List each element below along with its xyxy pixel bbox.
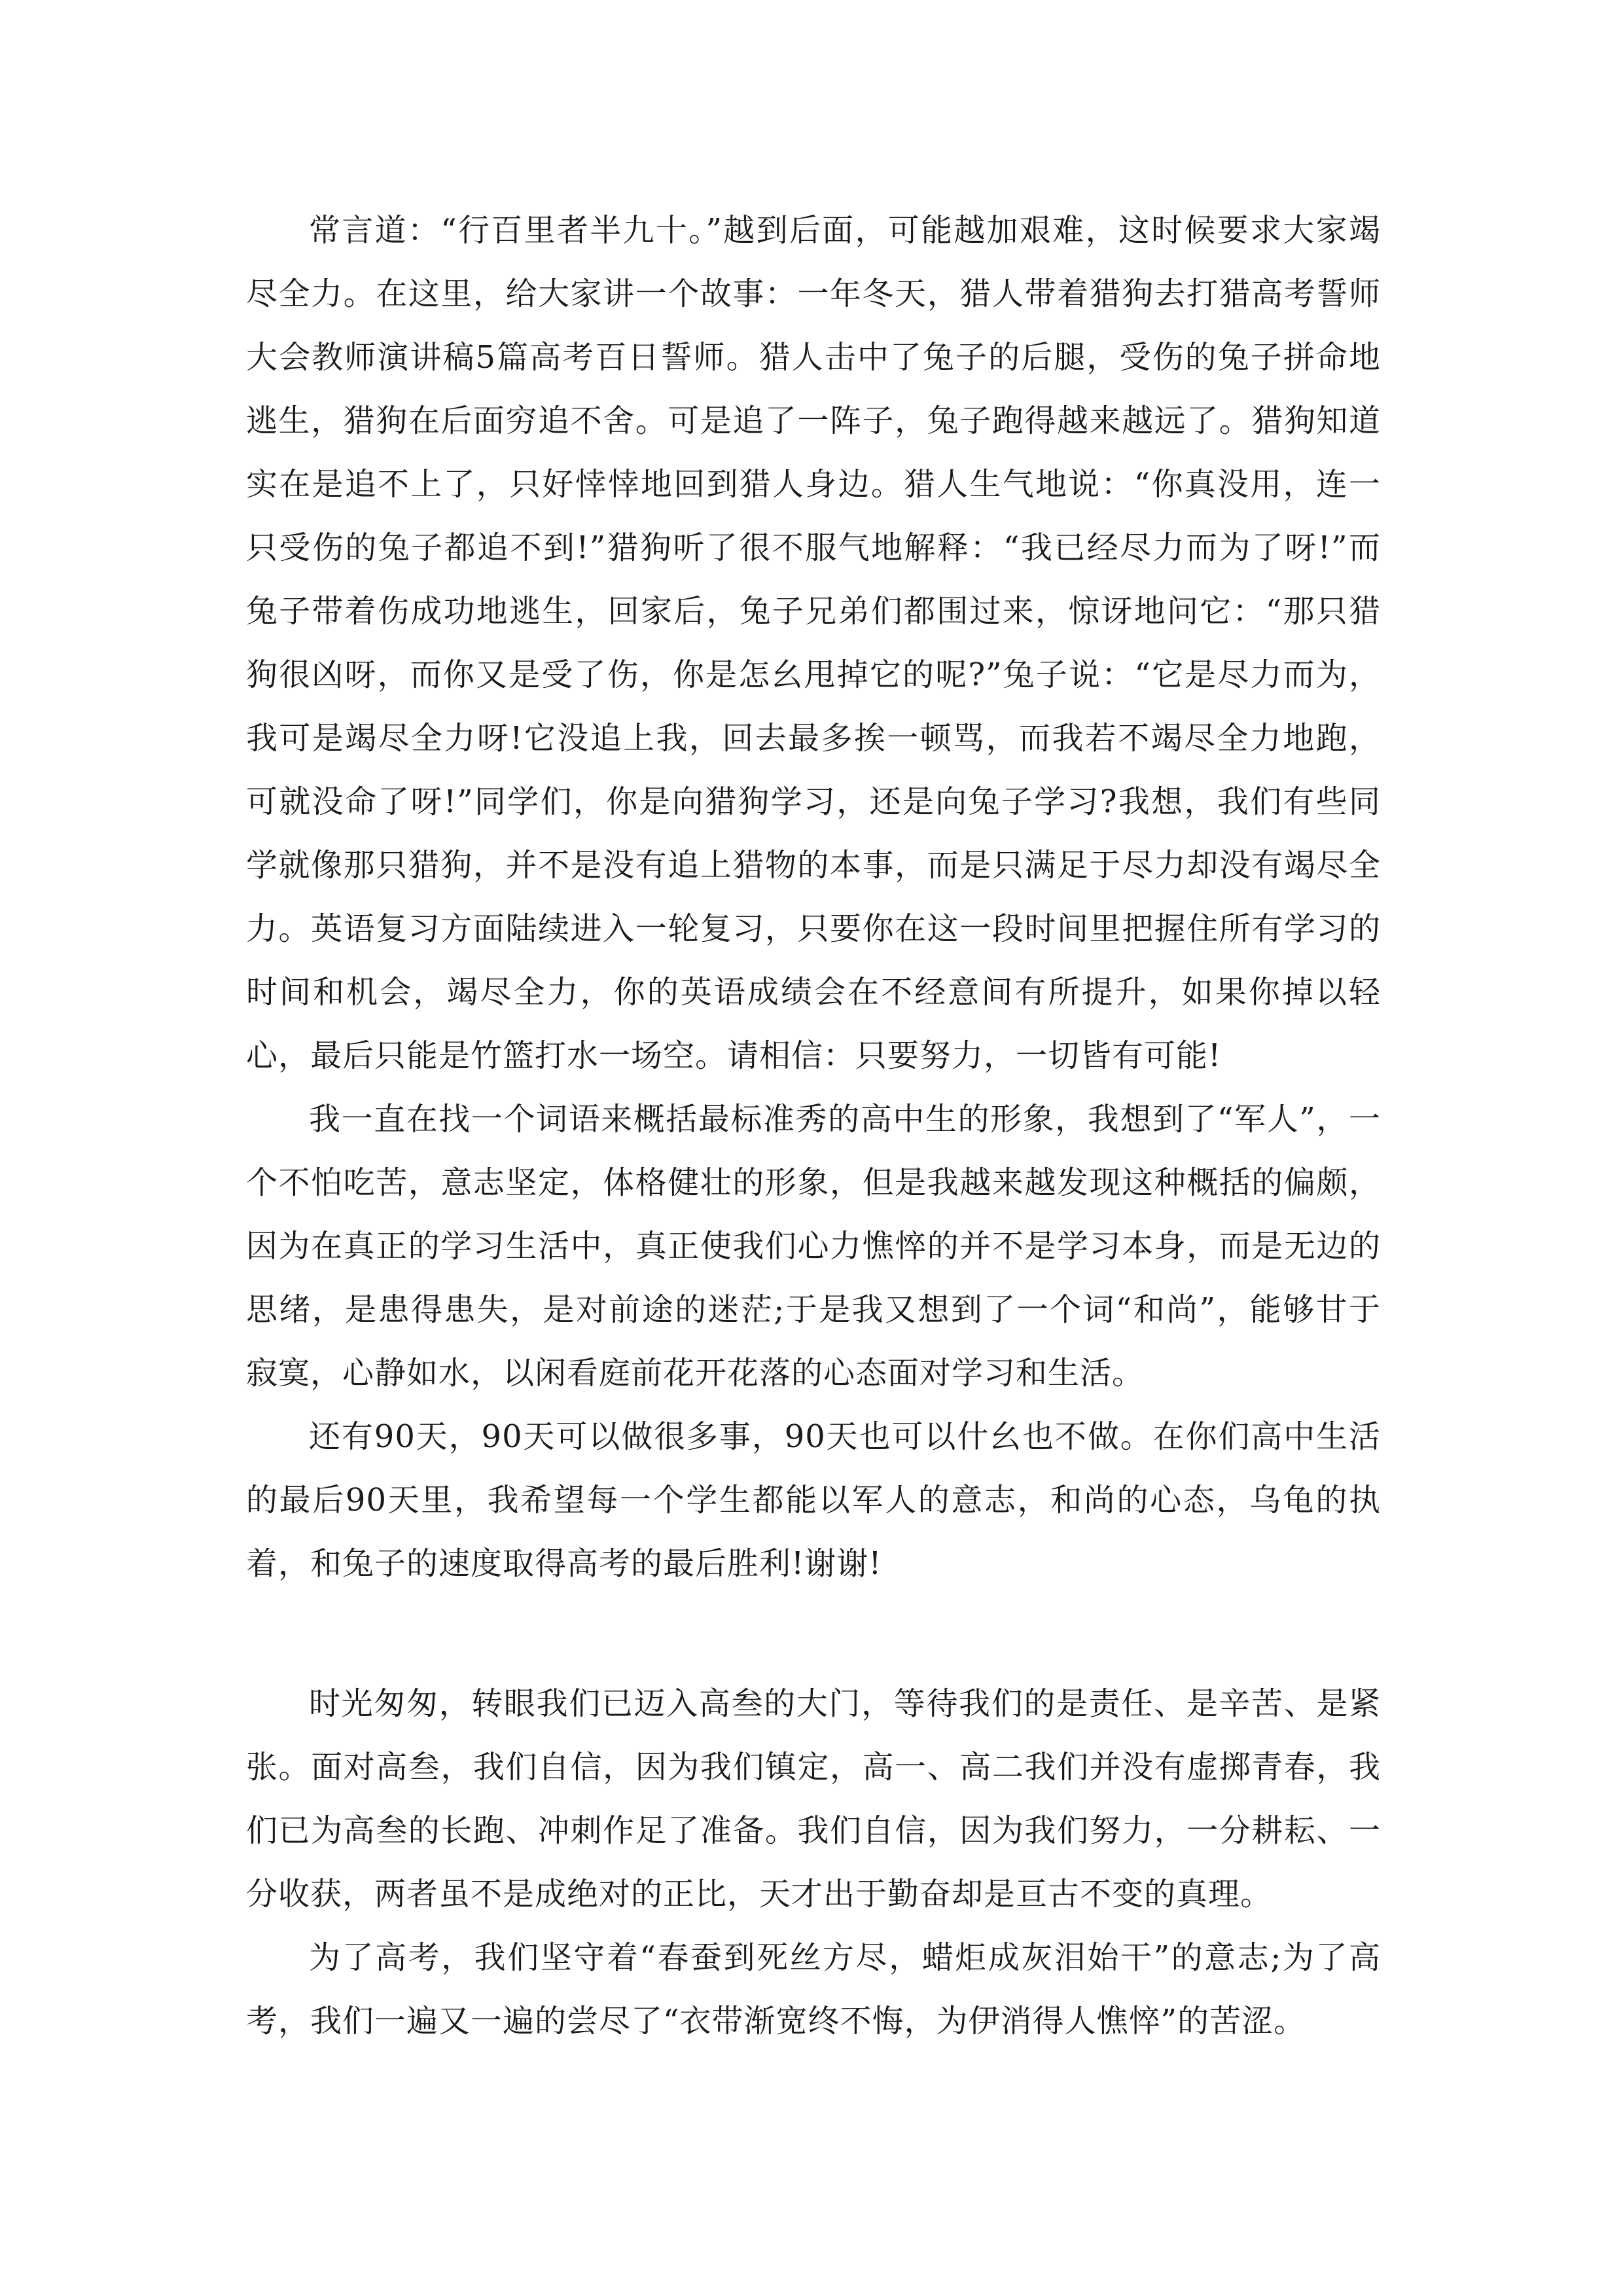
paragraph-senior-year: 时光匆匆，转眼我们已迈入高叁的大门，等待我们的是责任、是辛苦、是紧张。面对高叁，我们自信，因为我们镇定，高一、高二我们并没有虚掷青春，我们已为高叁的长跑、冲刺作足了准备。我们自信，因为我们努力，一分耕耘、一分收获，两者虽不是成绝对的正比，天才出于勤奋却是亘古不变的真理。 [246, 1685, 1381, 1912]
paragraph-for-gaokao: 为了高考，我们坚守着“春蚕到死丝方尽，蜡炬成灰泪始干”的意志;为了高考，我们一遍又一遍的尝尽了“衣带渐宽终不悔，为伊消得人憔悴”的苦涩。 [246, 1939, 1381, 2039]
paragraph-ninety-days: 还有90天，90天可以做很多事，90天也可以什幺也不做。在你们高中生活的最后90天里，我希望每一个学生都能以军人的意志，和尚的心态，乌龟的执着，和兔子的速度取得高考的最后胜利!谢谢! [246, 1418, 1381, 1582]
speech-section-2 [246, 1672, 1381, 2053]
speech-section-1 [246, 199, 1381, 1596]
paragraph-hunting-story: 常言道：“行百里者半九十。”越到后面，可能越加艰难，这时候要求大家竭尽全力。在这里，给大家讲一个故事：一年冬天，猎人带着猎狗去打猎高考誓师大会教师演讲稿5篇高考百日誓师。猎人击中了兔子的后腿，受伤的兔子拼命地逃生，猎狗在后面穷追不舍。可是追了一阵子，兔子跑得越来越远了。猎狗知道实在是追不上了，只好悻悻地回到猎人身边。猎人生气地说：“你真没用，连一只受伤的兔子都追不到!”猎狗听了很不服气地解释：“我已经尽力而为了呀!”而兔子带着伤成功地逃生，回家后，兔子兄弟们都围过来，惊讶地问它：“那只猎狗很凶呀，而你又是受了伤，你是怎幺甩掉它的呢?”兔子说：“它是尽力而为，我可是竭尽全力呀!它没追上我，回去最多挨一顿骂，而我若不竭尽全力地跑，可就没命了呀!”同学们，你是向猎狗学习，还是向兔子学习?我想，我们有些同学就像那只猎狗，并不是没有追上猎物的本事，而是只满足于尽力却没有竭尽全力。英语复习方面陆续进入一轮复习，只要你在这一段时间里把握住所有学习的时间和机会，竭尽全力，你的英语成绩会在不经意间有所提升，如果你掉以轻心，最后只能是竹篮打水一场空。请相信：只要努力，一切皆有可能! [246, 212, 1381, 1074]
paragraph-soldier-monk: 我一直在找一个词语来概括最标准秀的高中生的形象，我想到了“军人”，一个不怕吃苦，意志坚定，体格健壮的形象，但是我越来越发现这种概括的偏颇，因为在真正的学习生活中，真正使我们心力憔悴的并不是学习本身，而是无边的思绪，是患得患失，是对前途的迷茫;于是我又想到了一个词“和尚”，能够甘于寂寞，心静如水，以闲看庭前花开花落的心态面对学习和生活。 [246, 1101, 1381, 1391]
